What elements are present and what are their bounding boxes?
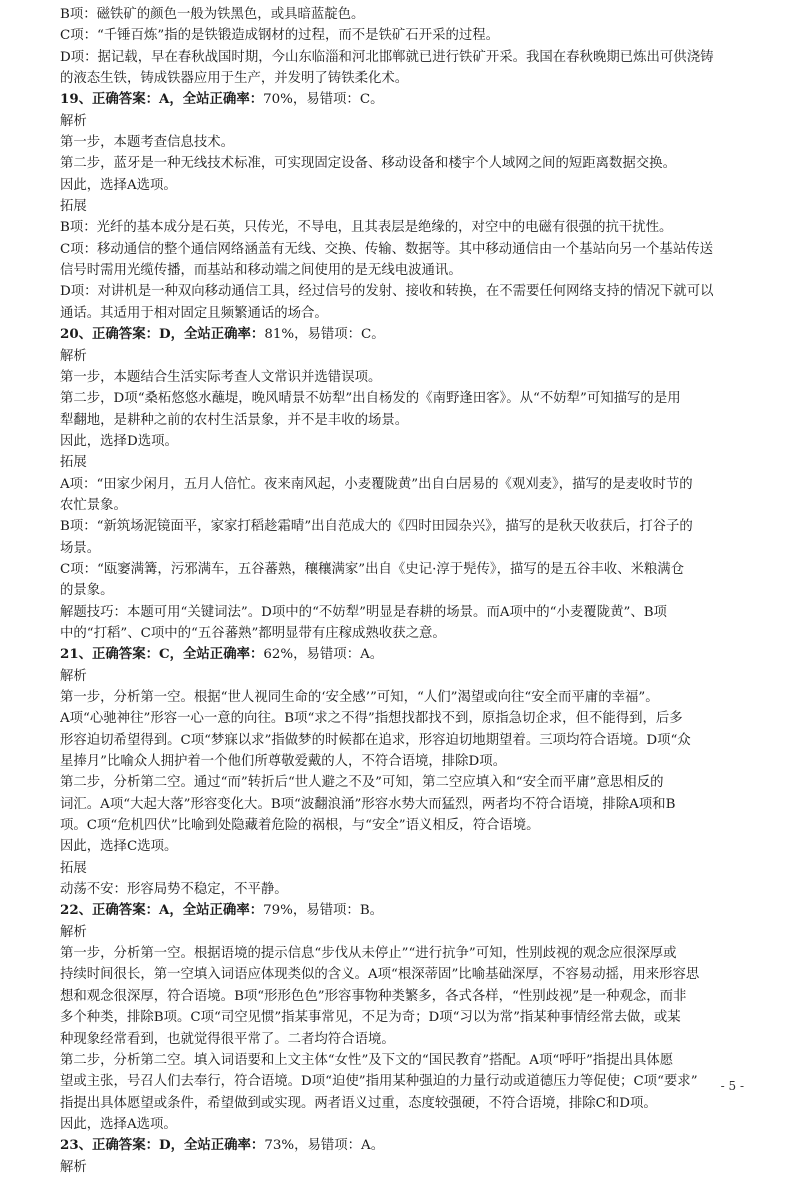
line-text: 星捧月”比喻众人拥护着一个他们所尊敬爱戴的人，不符合语境，排除D项。 <box>60 754 507 770</box>
text-line <box>60 303 748 324</box>
answer-heading-line <box>60 900 748 921</box>
text-line <box>60 879 748 900</box>
text-line <box>60 858 748 879</box>
line-text: 第二步，D项“桑柘悠悠水蘸堤，晚风晴景不妨犁”出自杨发的《南野逢田客》。从“不妨犁”可知描写的是用 <box>60 391 681 407</box>
answer-heading-label: 19、正确答案：A，全站正确率： <box>60 91 264 108</box>
text-line <box>60 602 748 623</box>
text-line <box>60 25 748 46</box>
line-text: 第一步，本题结合生活实际考查人文常识并选错误项。 <box>60 369 382 385</box>
line-text: 因此，选择A选项。 <box>60 177 177 193</box>
answer-heading-line <box>60 644 748 665</box>
line-text: 场景。 <box>60 540 101 556</box>
line-text: 解析 <box>60 113 87 129</box>
text-line <box>60 836 748 857</box>
line-text: 通话。其适用于相对固定且频繁通话的场合。 <box>60 305 328 321</box>
line-text: 动荡不安：形容局势不稳定，不平静。 <box>60 882 288 898</box>
text-line <box>60 1093 748 1114</box>
answer-heading-label: 21、正确答案：C，全站正确率： <box>60 646 264 663</box>
text-line <box>60 217 748 238</box>
line-text: 因此，选择C选项。 <box>60 839 178 855</box>
line-text: 79%，易错项：B。 <box>263 903 384 919</box>
text-line <box>60 687 748 708</box>
line-text: 解析 <box>60 348 87 364</box>
text-line <box>60 1157 748 1178</box>
line-text: 第二步，分析第二空。填入词语要和上文主体“女性”及下文的“国民教育”搭配。A项“呼吁”指提出具体愿 <box>60 1052 674 1068</box>
text-line <box>60 431 748 452</box>
answer-heading-line <box>60 89 748 110</box>
text-line <box>60 1029 748 1050</box>
text-line <box>60 239 748 260</box>
line-text: 第一步，本题考查信息技术。 <box>60 135 235 151</box>
text-line <box>60 132 748 153</box>
line-text: 指提出具体愿望或条件，希望做到或实现。两者语义过重，态度较强硬，不符合语境，排除C和D项。 <box>60 1095 657 1111</box>
text-line <box>60 4 748 25</box>
line-text: 种现象经常看到，也就觉得很平常了。二者均符合语境。 <box>60 1031 395 1047</box>
line-text: B项：光纤的基本成分是石英，只传光，不导电，且其表层是绝缘的，对空中的电磁有很强的抗干扰性。 <box>60 220 673 236</box>
line-text: 的液态生铁，铸成铁器应用于生产，并发明了铸铁柔化术。 <box>60 71 409 87</box>
text-line <box>60 580 748 601</box>
page-number: - 5 - <box>720 1079 744 1093</box>
line-text: 解析 <box>60 1159 87 1175</box>
line-text: 因此，选择D选项。 <box>60 433 178 449</box>
text-line <box>60 708 748 729</box>
line-text: 拓展 <box>60 455 87 471</box>
line-text: 62%，易错项：A。 <box>263 647 384 663</box>
line-text: 的景象。 <box>60 583 114 599</box>
line-text: 因此，选择A选项。 <box>60 1116 177 1132</box>
line-text: 70%，易错项：C。 <box>263 92 384 108</box>
line-text: 第一步，分析第一空。根据“世人视同生命的‘安全感’”可知，“人们”渴望或向往“安全而平庸的幸福”。 <box>60 690 659 705</box>
text-line <box>60 474 748 495</box>
line-text: 多个种类，排除B项。C项“司空见惯”指某事常见，不足为奇；D项“习以为常”指某种事情经常去做，或某 <box>60 1010 681 1026</box>
line-text: 项。C项“危机四伏”比喻到处隐藏着危险的祸根，与“安全”语义相反，符合语境。 <box>60 818 540 834</box>
line-text: D项：对讲机是一种双向移动通信工具，经过信号的发射、接收和转换，在不需要任何网络支持的情况下就可以 <box>60 284 714 300</box>
line-text: 第二步，蓝牙是一种无线技术标准，可实现固定设备、移动设备和楼宇个人域网之间的短距离数据交换。 <box>60 156 676 172</box>
answer-heading-label: 20、正确答案：D，全站正确率： <box>60 326 265 343</box>
text-line <box>60 815 748 836</box>
line-text: 想和观念很深厚，符合语境。B项“形形色色”形容事物种类繁多，各式各样，“性别歧视”是一种观念，而非 <box>60 988 687 1004</box>
text-line <box>60 495 748 516</box>
line-text: A项“心驰神往”形容一心一意的向往。B项“求之不得”指想找都找不到，原指急切企求，但不能得到，后多 <box>60 711 683 727</box>
text-line <box>60 751 748 772</box>
text-line <box>60 281 748 302</box>
line-text: C项：“瓯窭满篝，污邪满车，五谷蕃熟，穰穰满家”出自《史记·淳于髡传》，描写的是五谷丰收、米粮满仓 <box>60 561 685 577</box>
text-line <box>60 1071 748 1092</box>
line-text: 第二步，分析第二空。通过“而”转折后“世人避之不及”可知，第二空应填入和“安全而平庸”意思相反的 <box>60 775 664 791</box>
text-line <box>60 452 748 473</box>
line-text: 81%，易错项：C。 <box>264 327 385 343</box>
line-text: A项：“田家少闲月，五月人倍忙。夜来南风起，小麦覆陇黄”出自白居易的《观刈麦》，描写的是麦收时节的 <box>60 476 693 492</box>
text-line <box>60 794 748 815</box>
line-text: C项：“千锤百炼”指的是铁锻造成钢材的过程，而不是铁矿石开采的过程。 <box>60 28 500 44</box>
text-line <box>60 559 748 580</box>
text-line <box>60 516 748 537</box>
text-line <box>60 1114 748 1135</box>
text-line <box>60 153 748 174</box>
line-text: C项：移动通信的整个通信网络涵盖有无线、交换、传输、数据等。其中移动通信由一个基站向另一个基站传送 <box>60 241 713 257</box>
answer-heading-line <box>60 1135 748 1156</box>
text-line <box>60 47 748 68</box>
text-line <box>60 730 748 751</box>
line-text: 信号时需用光缆传播，而基站和移动端之间使用的是无线电波通讯。 <box>60 263 462 279</box>
text-line <box>60 346 748 367</box>
text-line <box>60 1050 748 1071</box>
answer-heading-label: 23、正确答案：D，全站正确率： <box>60 1137 265 1154</box>
text-line <box>60 666 748 687</box>
text-line <box>60 111 748 132</box>
text-line <box>60 922 748 943</box>
line-text: 解析 <box>60 668 87 684</box>
line-text: 望或主张，号召人们去奉行，符合语境。D项“迫使”指用某种强迫的力量行动或道德压力等促使；C项“要求” <box>60 1074 698 1090</box>
text-line <box>60 623 748 644</box>
line-text: 词汇。A项“大起大落”形容变化大。B项“波翻浪涌”形容水势大而猛烈，两者均不符合语境，排除A项和B <box>60 796 676 812</box>
answer-heading-label: 22、正确答案：A，全站正确率： <box>60 902 264 919</box>
text-line <box>60 772 748 793</box>
text-line <box>60 1007 748 1028</box>
line-text: D项：据记载，早在春秋战国时期，今山东临淄和河北邯郸就已进行铁矿开采。我国在春秋晚期已炼出可供浇铸 <box>60 49 714 65</box>
line-text: 拓展 <box>60 199 87 215</box>
text-line <box>60 964 748 985</box>
line-text: 中的“打稻”、C项中的“五谷蕃熟”都明显带有庄稼成熟收获之意。 <box>60 625 446 641</box>
line-text: B项：磁铁矿的颜色一般为铁黑色，或具暗蓝靛色。 <box>60 7 365 22</box>
text-line <box>60 175 748 196</box>
text-line <box>60 367 748 388</box>
line-text: 73%，易错项：A。 <box>264 1138 385 1154</box>
line-text: 解析 <box>60 924 87 940</box>
answer-heading-line <box>60 324 748 345</box>
line-text: B项：“新筑场泥镜面平，家家打稻趁霜晴”出自范成大的《四时田园杂兴》，描写的是秋天收获后，打谷子的 <box>60 519 693 535</box>
text-line <box>60 68 748 89</box>
text-line <box>60 388 748 409</box>
line-text: 持续时间很长，第一空填入词语应体现类似的含义。A项“根深蒂固”比喻基础深厚，不容易动摇，用来形容思 <box>60 967 700 983</box>
text-line <box>60 538 748 559</box>
line-text: 第一步，分析第一空。根据语境的提示信息“步伐从未停止”“进行抗争”可知，性别歧视的观念应很深厚或 <box>60 946 677 962</box>
text-line <box>60 986 748 1007</box>
document-body <box>60 4 748 1178</box>
line-text: 解题技巧：本题可用“关键词法”。D项中的“不妨犁”明显是春耕的场景。而A项中的“小麦覆陇黄”、B项 <box>60 604 667 620</box>
line-text: 形容迫切希望得到。C项“梦寐以求”指做梦的时候都在追求，形容迫切地期望着。三项均符合语境。D项“众 <box>60 732 691 748</box>
line-text: 农忙景象。 <box>60 497 127 513</box>
line-text: 犁翻地，是耕种之前的农村生活景象，并不是丰收的场景。 <box>60 412 409 428</box>
text-line <box>60 196 748 217</box>
line-text: 拓展 <box>60 860 87 876</box>
text-line <box>60 943 748 964</box>
text-line <box>60 410 748 431</box>
text-line <box>60 260 748 281</box>
